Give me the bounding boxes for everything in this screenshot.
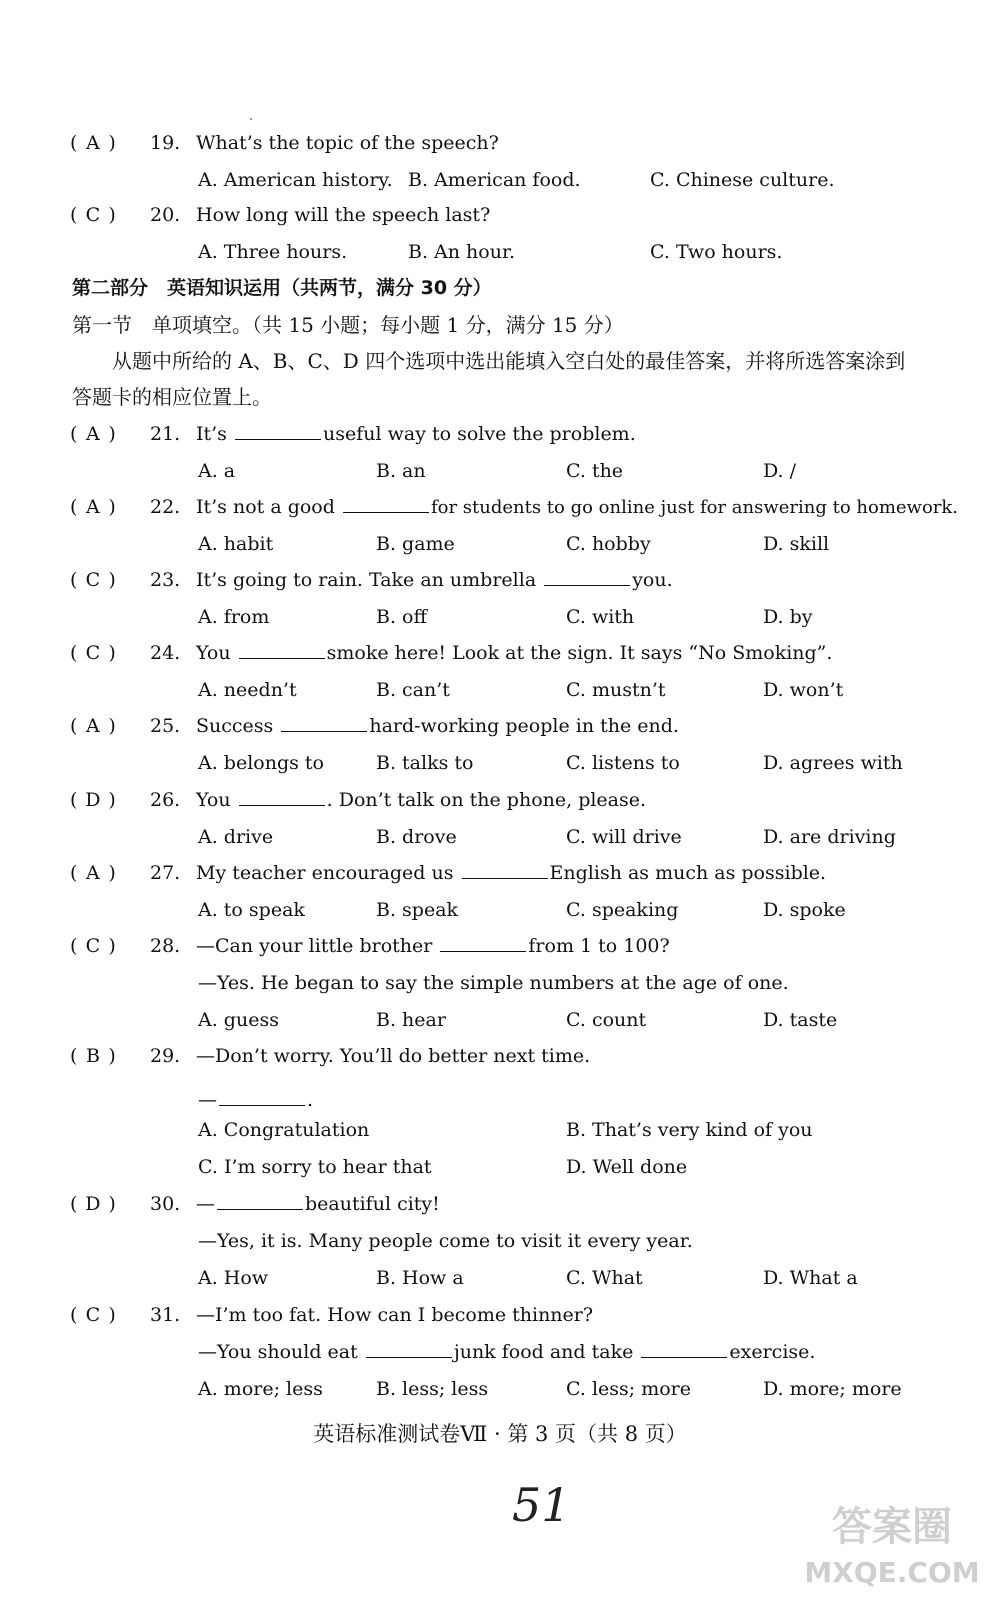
answer-blank [217,1189,303,1210]
options-20: A. Three hours. B. An hour. C. Two hours. [198,241,783,263]
options-26: A. drive B. drove C. will drive D. are driving [198,826,896,848]
watermark-line2: MXQE.COM [804,1556,980,1589]
answer-blank [219,1085,305,1106]
answer-blank [462,858,548,879]
options-22: A. habit B. game C. hobby D. skill [198,533,830,555]
question-24: ( C ) 24. You smoke here! Look at the sign. It says “No Smoking”. [70,638,832,668]
options-21: A. a B. an C. the D. / [198,460,797,482]
question-27: ( A ) 27. My teacher encouraged us English as much as possible. [70,858,826,888]
page-footer: 英语标准测试卷Ⅶ · 第 3 页（共 8 页） [313,1422,687,1446]
options-29-row2: C. I’m sorry to hear that D. Well done [198,1156,688,1178]
answer-blank [239,785,325,806]
section1-title: 第一节 单项填空。（共 15 小题；每小题 1 分，满分 15 分） [72,313,624,337]
q31-reply: —You should eat junk food and take exercise. [198,1337,918,1367]
question-22: ( A ) 22. It’s not a good for students to go online just for answering to homework. [70,492,958,522]
answer-blank [366,1337,452,1358]
question-21: ( A ) 21. It’s useful way to solve the problem. [70,419,636,449]
answer-blank [343,492,429,513]
answer-blank [641,1337,727,1358]
answer-blank [239,638,325,659]
options-31: A. more; less B. less; less C. less; more D. more; more [198,1378,902,1400]
question-30: ( D ) 30. — beautiful city! [70,1189,440,1219]
question-26: ( D ) 26. You . Don’t talk on the phone, please. [70,785,646,815]
options-23: A. from B. off C. with D. by [198,606,813,628]
question-20: ( C ) 20. How long will the speech last? [70,204,491,226]
answer-blank [235,419,321,440]
answer-blank [544,565,630,586]
question-25: ( A ) 25. Success hard-working people in the end. [70,711,679,741]
options-24: A. needn’t B. can’t C. mustn’t D. won’t [198,679,844,701]
watermark-line1: 答案圈 [832,1504,952,1550]
options-28: A. guess B. hear C. count D. taste [198,1009,838,1031]
options-25: A. belongs to B. talks to C. listens to D. agrees with [198,752,903,774]
options-29-row1: A. Congratulation B. That’s very kind of you [198,1119,813,1141]
part2-title: 第二部分 英语知识运用（共两节，满分 30 分） [72,277,492,299]
question-31: ( C ) 31. —I’m too fat. How can I become thinner? [70,1304,594,1326]
answer-blank [440,931,526,952]
question-29: ( B ) 29. —Don’t worry. You’ll do better next time. [70,1045,591,1067]
q28-reply: —Yes. He began to say the simple numbers at the age of one. [198,972,789,994]
q29-reply: — . [198,1085,918,1115]
answer-blank [281,711,367,732]
watermark-logo [804,1482,980,1594]
handwritten-page-number: 51 [512,1478,571,1532]
q30-reply: —Yes, it is. Many people come to visit it every year. [198,1230,693,1252]
question-28: ( C ) 28. —Can your little brother from 1 to 100? [70,931,670,961]
question-19: ( A ) 19. What’s the topic of the speech? [70,128,499,158]
answer-bracket: ( A ) [70,132,119,154]
options-19: A. American history. B. American food. C. Chinese culture. [198,169,835,191]
speck [250,118,252,120]
instructions: 从题中所给的 A、B、C、D 四个选项中选出能填入空白处的最佳答案，并将所选答案涂到答题卡的相应位置上。 [72,349,906,409]
question-23: ( C ) 23. It’s going to rain. Take an umbrella you. [70,565,673,595]
options-27: A. to speak B. speak C. speaking D. spoke [198,899,846,921]
options-30: A. How B. How a C. What D. What a [198,1267,858,1289]
